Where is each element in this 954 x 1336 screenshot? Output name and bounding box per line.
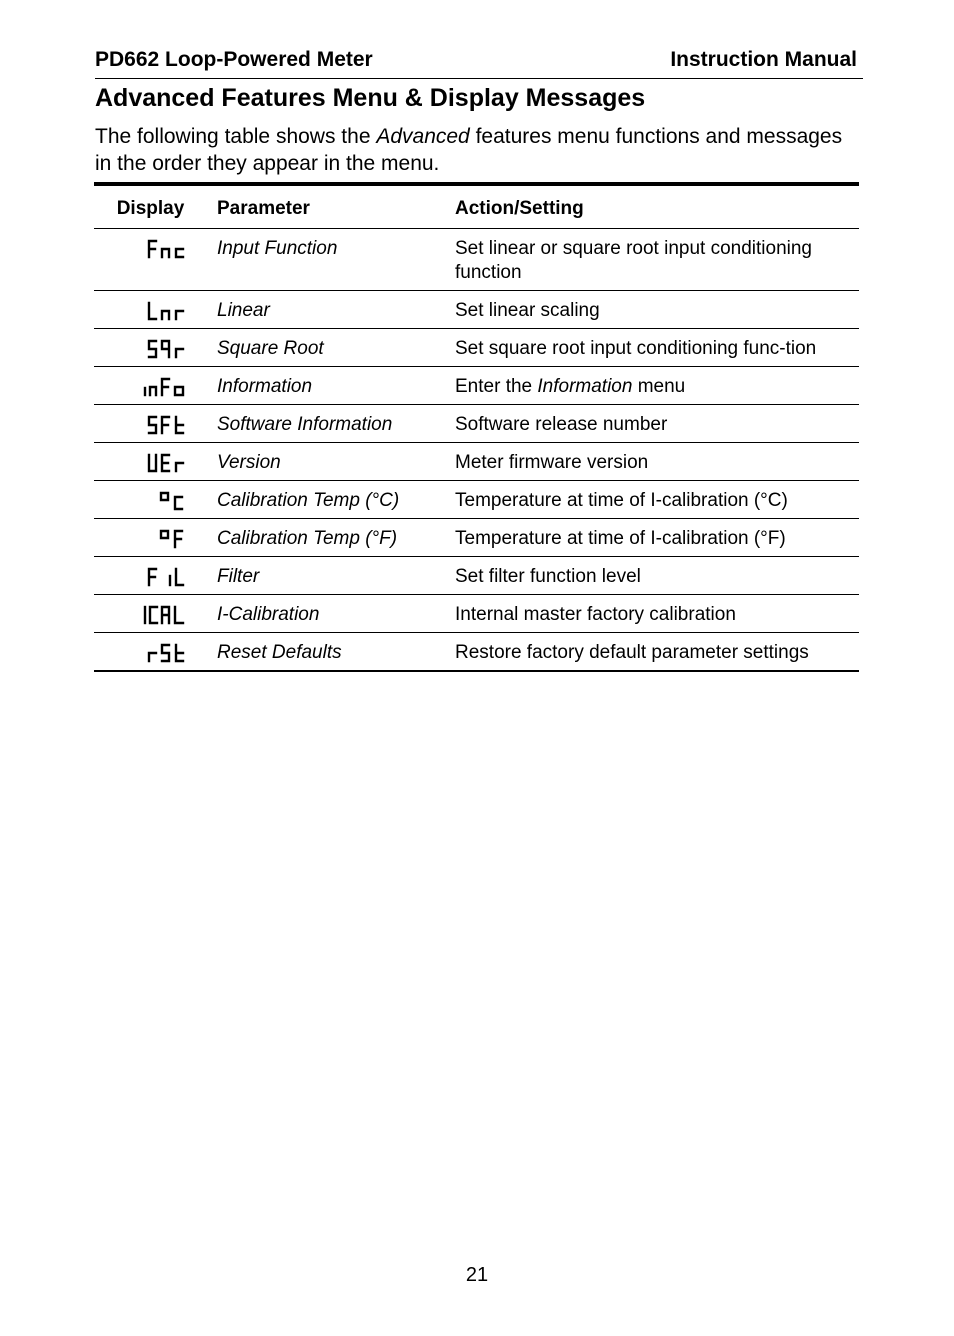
action-cell: Set square root input conditioning func-tion	[445, 329, 859, 367]
action-cell: Set linear scaling	[445, 291, 859, 329]
action-cell: Software release number	[445, 405, 859, 443]
display-cell	[94, 329, 207, 367]
parameter-cell: Filter	[207, 557, 445, 595]
parameter-cell: Reset Defaults	[207, 633, 445, 672]
action-cell: Set linear or square root input conditioning function	[445, 229, 859, 291]
table-row	[94, 329, 859, 367]
table-header-row	[94, 184, 859, 229]
degc-lcd-icon	[159, 490, 187, 512]
table-row	[94, 405, 859, 443]
display-cell	[94, 405, 207, 443]
table-row	[94, 443, 859, 481]
parameter-cell: Version	[207, 443, 445, 481]
table-row	[94, 595, 859, 633]
fil-lcd-icon	[147, 566, 187, 588]
table-row	[94, 481, 859, 519]
degf-lcd-icon	[159, 528, 187, 550]
sft-lcd-icon	[147, 414, 187, 436]
table-row	[94, 367, 859, 405]
parameter-cell: Software Information	[207, 405, 445, 443]
parameter-cell: Calibration Temp (°F)	[207, 519, 445, 557]
display-cell	[94, 481, 207, 519]
display-cell	[94, 595, 207, 633]
display-cell	[94, 291, 207, 329]
table-row	[94, 557, 859, 595]
display-cell	[94, 367, 207, 405]
header-manual-title: Instruction Manual	[670, 48, 857, 71]
intro-paragraph: The following table shows the Advanced features menu functions and messages in the order they appear in the menu.	[95, 125, 843, 175]
lnr-lcd-icon	[147, 300, 187, 322]
action-cell: Restore factory default parameter settings	[445, 633, 859, 672]
page-number: 21	[465, 1264, 489, 1286]
ver-lcd-icon	[147, 452, 187, 474]
action-cell: Internal master factory calibration	[445, 595, 859, 633]
display-cell	[94, 443, 207, 481]
ical-lcd-icon	[143, 604, 187, 626]
info-lcd-icon	[143, 376, 187, 398]
display-cell	[94, 633, 207, 672]
fnc-lcd-icon	[147, 238, 187, 260]
parameter-cell: Input Function	[207, 229, 445, 291]
parameter-cell: I-Calibration	[207, 595, 445, 633]
display-cell	[94, 557, 207, 595]
table-row	[94, 633, 859, 672]
section-title: Advanced Features Menu & Display Messages	[95, 84, 646, 112]
table-row	[94, 519, 859, 557]
page-header	[95, 46, 863, 79]
table-row	[94, 291, 859, 329]
header-display: Display	[94, 184, 207, 229]
action-cell: Temperature at time of I-calibration (°F)	[445, 519, 859, 557]
parameter-cell: Square Root	[207, 329, 445, 367]
parameter-cell: Linear	[207, 291, 445, 329]
header-action-setting: Action/Setting	[445, 184, 859, 229]
parameter-cell: Information	[207, 367, 445, 405]
parameter-cell: Calibration Temp (°C)	[207, 481, 445, 519]
advanced-features-table	[94, 182, 859, 672]
sqr-lcd-icon	[147, 338, 187, 360]
table-row	[94, 229, 859, 291]
header-product-title: PD662 Loop-Powered Meter	[95, 48, 373, 71]
action-cell: Set filter function level	[445, 557, 859, 595]
rst-lcd-icon	[147, 642, 187, 664]
action-cell: Temperature at time of I-calibration (°C)	[445, 481, 859, 519]
display-cell	[94, 229, 207, 291]
action-cell: Meter firmware version	[445, 443, 859, 481]
action-cell: Enter the Information menu	[445, 367, 859, 405]
header-parameter: Parameter	[207, 184, 445, 229]
display-cell	[94, 519, 207, 557]
